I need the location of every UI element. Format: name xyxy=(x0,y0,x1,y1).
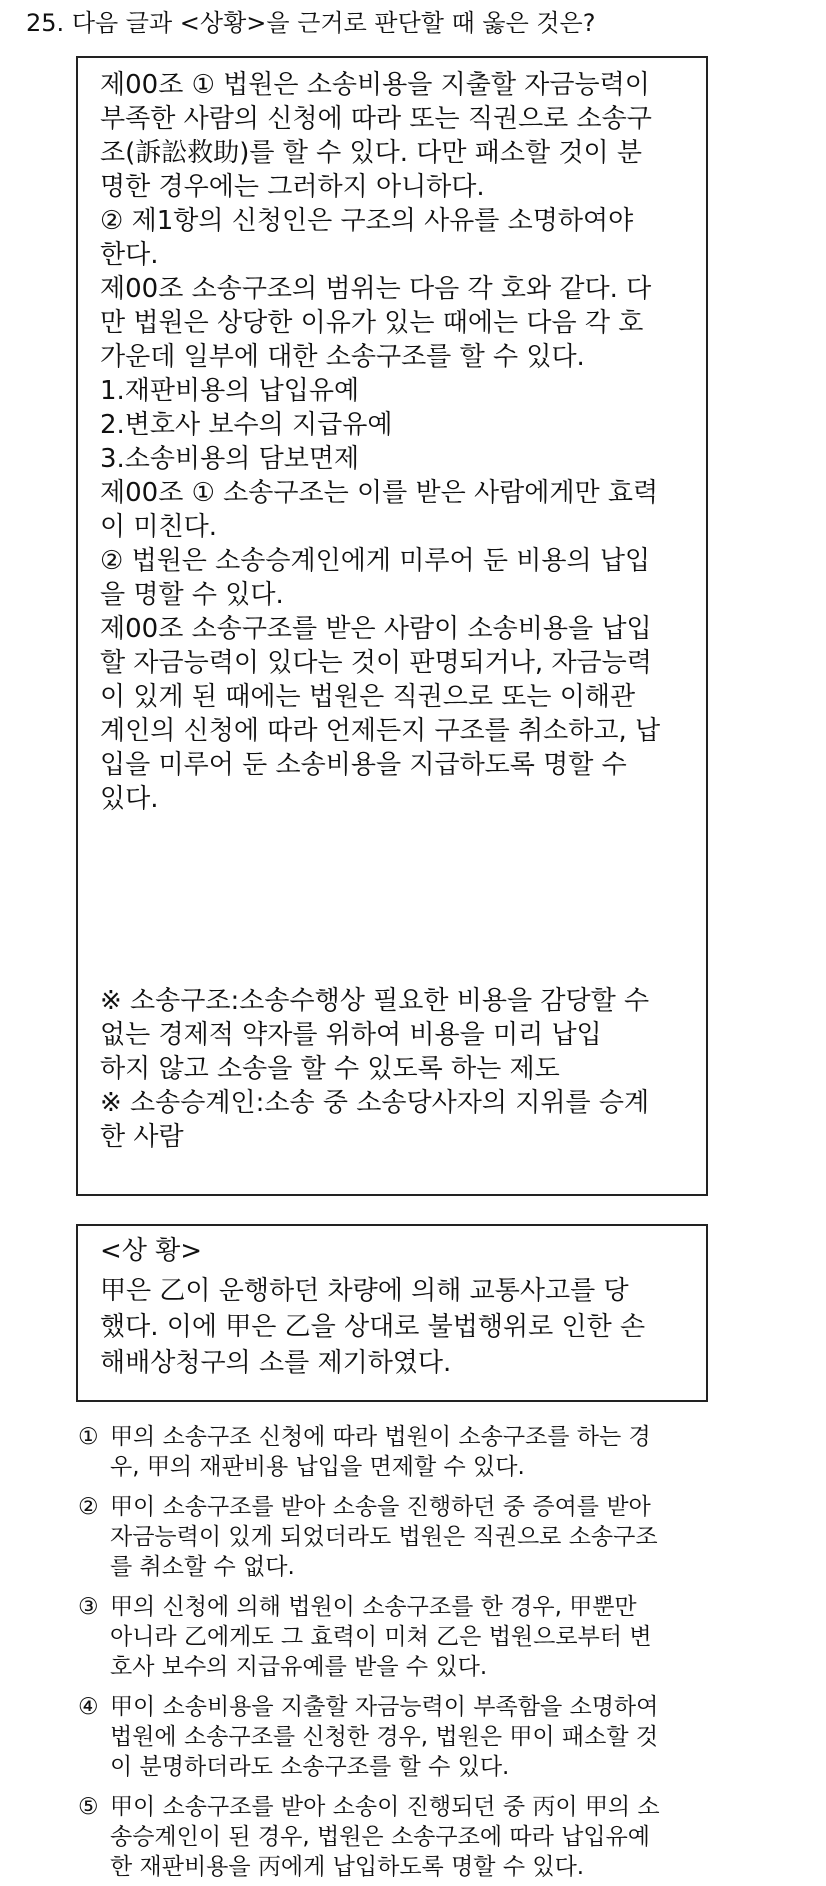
option-text: 우, 甲의 재판비용 납입을 면제할 수 있다. xyxy=(110,1454,525,1480)
option-number: ③ xyxy=(78,1594,99,1620)
situation-title: <상 황> xyxy=(100,1236,203,1266)
law-line: 할 자금능력이 있다는 것이 판명되거나, 자금능력 xyxy=(100,648,652,678)
situation-line: 甲은 乙이 운행하던 차량에 의해 교통사고를 당 xyxy=(100,1276,629,1306)
question-stem xyxy=(26,8,595,38)
law-line: 제00조 소송구조의 범위는 다음 각 호와 같다. 다 xyxy=(100,274,652,304)
law-line: ② 법원은 소송승계인에게 미루어 둔 비용의 납입 xyxy=(100,546,651,576)
law-passage-box xyxy=(76,56,708,1196)
note-line: 하지 않고 소송을 할 수 있도록 하는 제도 xyxy=(100,1054,560,1084)
situation-line: 해배상청구의 소를 제기하였다. xyxy=(100,1348,452,1378)
law-line: 가운데 일부에 대한 소송구조를 할 수 있다. xyxy=(100,342,585,372)
option-text: 한 재판비용을 丙에게 납입하도록 명할 수 있다. xyxy=(110,1854,585,1880)
law-line: 부족한 사람의 신청에 따라 또는 직권으로 소송구 xyxy=(100,104,652,134)
question-text: 다음 글과 <상황>을 근거로 판단할 때 옳은 것은? xyxy=(71,9,596,37)
note-line: 한 사람 xyxy=(100,1122,184,1152)
question-number: 25. xyxy=(26,9,65,37)
option-text: 자금능력이 있게 되었더라도 법원은 직권으로 소송구조 xyxy=(110,1524,658,1550)
law-line: 있다. xyxy=(100,784,159,814)
option-text: 이 분명하더라도 소송구조를 할 수 있다. xyxy=(110,1754,510,1780)
note-line: ※ 소송승계인:소송 중 소송당사자의 지위를 승계 xyxy=(100,1088,650,1118)
answer-option-4[interactable] xyxy=(78,1692,658,1782)
option-number: ⑤ xyxy=(78,1794,99,1820)
law-line: 조(訴訟救助)를 할 수 있다. 다만 패소할 것이 분 xyxy=(100,138,643,168)
law-line: 2.변호사 보수의 지급유예 xyxy=(100,410,393,440)
note-line: ※ 소송구조:소송수행상 필요한 비용을 감당할 수 xyxy=(100,986,650,1016)
law-line: 계인의 신청에 따라 언제든지 구조를 취소하고, 납 xyxy=(100,716,661,746)
option-text: 甲이 소송비용을 지출할 자금능력이 부족함을 소명하여 xyxy=(110,1694,659,1720)
option-text: 甲이 소송구조를 받아 소송을 진행하던 중 증여를 받아 xyxy=(110,1494,651,1520)
answer-option-1[interactable] xyxy=(78,1422,651,1482)
law-line: 만 법원은 상당한 이유가 있는 때에는 다음 각 호 xyxy=(100,308,644,338)
option-number: ② xyxy=(78,1494,99,1520)
answer-option-2[interactable] xyxy=(78,1492,658,1582)
law-line: 3.소송비용의 담보면제 xyxy=(100,444,360,474)
law-line: 제00조 ① 소송구조는 이를 받은 사람에게만 효력 xyxy=(100,478,659,508)
situation-box xyxy=(76,1224,708,1402)
law-line: 제00조 소송구조를 받은 사람이 소송비용을 납입 xyxy=(100,614,652,644)
situation-line: 했다. 이에 甲은 乙을 상대로 불법행위로 인한 손 xyxy=(100,1312,646,1342)
law-line: 이 미친다. xyxy=(100,512,217,542)
option-text: 법원에 소송구조를 신청한 경우, 법원은 甲이 패소할 것 xyxy=(110,1724,659,1750)
note-line: 없는 경제적 약자를 위하여 비용을 미리 납입 xyxy=(100,1020,602,1050)
option-text: 甲의 신청에 의해 법원이 소송구조를 한 경우, 甲뿐만 xyxy=(110,1594,637,1620)
option-text: 甲이 소송구조를 받아 소송이 진행되던 중 丙이 甲의 소 xyxy=(110,1794,660,1820)
option-text: 호사 보수의 지급유예를 받을 수 있다. xyxy=(110,1654,488,1680)
law-line: 을 명할 수 있다. xyxy=(100,580,284,610)
law-line: 제00조 ① 법원은 소송비용을 지출할 자금능력이 xyxy=(100,70,650,100)
option-text: 아니라 乙에게도 그 효력이 미쳐 乙은 법원으로부터 변 xyxy=(110,1624,652,1650)
law-line: 이 있게 된 때에는 법원은 직권으로 또는 이해관 xyxy=(100,682,636,712)
option-number: ④ xyxy=(78,1694,99,1720)
option-text: 甲의 소송구조 신청에 따라 법원이 소송구조를 하는 경 xyxy=(110,1424,651,1450)
option-text: 를 취소할 수 없다. xyxy=(110,1554,295,1580)
law-line: ② 제1항의 신청인은 구조의 사유를 소명하여야 xyxy=(100,206,634,236)
law-line: 한다. xyxy=(100,240,159,270)
law-line: 입을 미루어 둔 소송비용을 지급하도록 명할 수 xyxy=(100,750,627,780)
law-line: 명한 경우에는 그러하지 아니하다. xyxy=(100,172,485,202)
answer-option-5[interactable] xyxy=(78,1792,660,1882)
option-text: 송승계인이 된 경우, 법원은 소송구조에 따라 납입유예 xyxy=(110,1824,650,1850)
option-number: ① xyxy=(78,1424,99,1450)
law-line: 1.재판비용의 납입유예 xyxy=(100,376,360,406)
answer-option-3[interactable] xyxy=(78,1592,652,1682)
